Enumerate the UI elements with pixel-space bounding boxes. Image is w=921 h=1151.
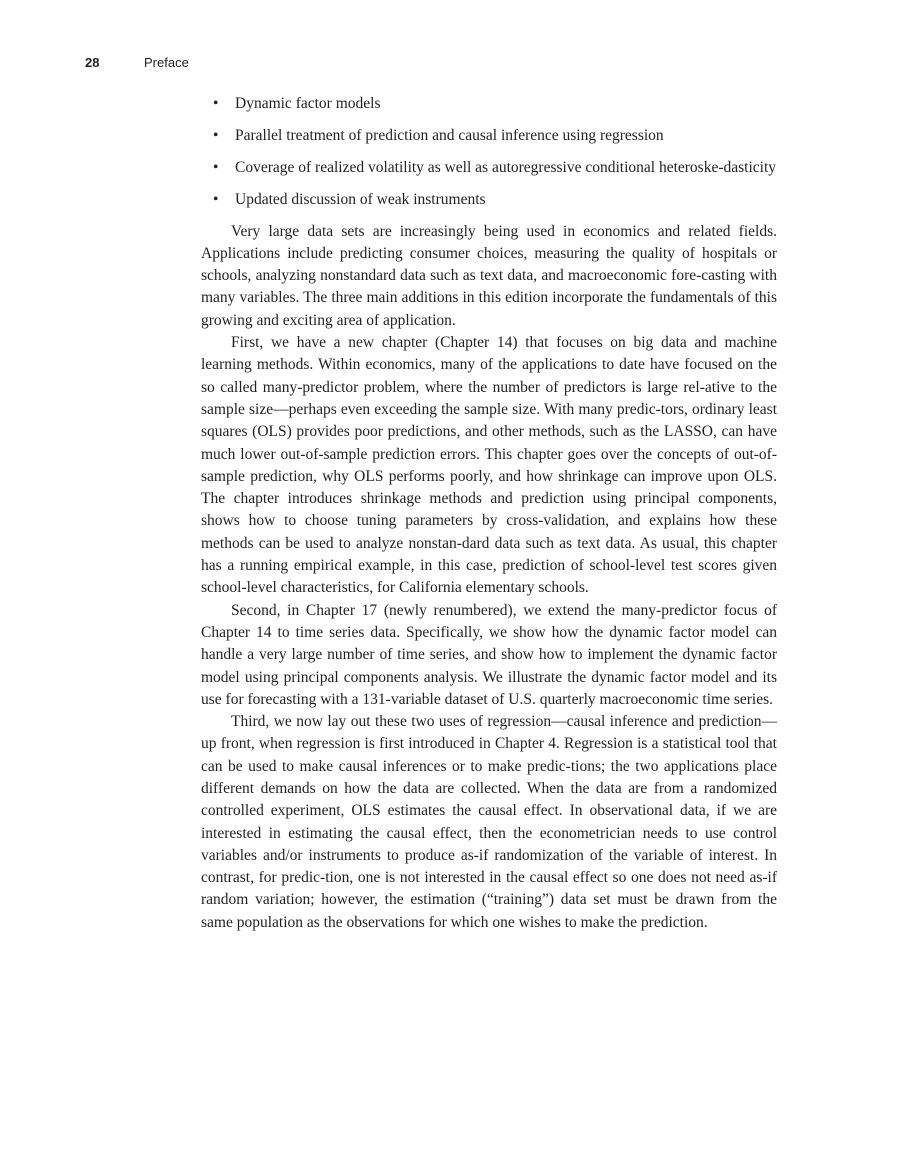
- page-number: 28: [85, 55, 100, 70]
- bullet-text: Parallel treatment of prediction and causal inference using regression: [235, 126, 664, 144]
- bullet-dot-icon: •: [213, 158, 219, 176]
- body-paragraph: Third, we now lay out these two uses of regression—causal inference and prediction—up front, when regression is first introduced in Chapter 4. Regression is a statistical tool that can be used to make causal inferences or to make predic-tions; the two applications place different demands on how the data are collected. When the data are from a randomized controlled experiment, OLS estimates the causal effect. In observational data, if we are interested in estimating the causal effect, then the econometrician needs to use control variables and/or instruments to produce as-if randomization of the variable of interest. In contrast, for predic-tion, one is not interested in the causal effect so one does not need as-if random variation; however, the estimation (“training”) data set must be drawn from the same population as the observations for which one wishes to make the prediction.: [201, 713, 777, 931]
- bullet-text: Coverage of realized volatility as well as autoregressive conditional heteroske-dasticity: [235, 158, 777, 176]
- bullet-item: [201, 125, 777, 147]
- page-body: [201, 93, 777, 934]
- body-paragraph: Very large data sets are increasingly being used in economics and related fields. Applications include predicting consumer choices, measuring the quality of hospitals or schools, analyzing nonstandard data such as text data, and macroeconomic fore-casting with many variables. The three main additions in this edition incorporate the fundamentals of this growing and exciting area of application.: [201, 222, 777, 329]
- bullet-dot-icon: •: [213, 95, 219, 112]
- bullet-text: Updated discussion of weak instruments: [235, 190, 486, 208]
- bullet-item: [201, 189, 777, 211]
- body-paragraph: Second, in Chapter 17 (newly renumbered), we extend the many-predictor focus of Chapter 14 to time series data. Specifically, we show how the dynamic factor model can handle a very large number of time series, and show how to implement the dynamic factor model using principal components analysis. We illustrate the dynamic factor model and its use for forecasting with a 131-variable dataset of U.S. quarterly macroeconomic time series.: [201, 601, 777, 708]
- running-head: [85, 55, 189, 71]
- bullet-dot-icon: •: [213, 126, 219, 144]
- running-title: Preface: [144, 55, 189, 70]
- bullet-dot-icon: •: [213, 190, 219, 208]
- bullet-item: [201, 157, 777, 179]
- bullet-item: [201, 93, 777, 115]
- bullet-text: Dynamic factor models: [235, 95, 381, 112]
- bullet-list: [201, 93, 777, 211]
- body-paragraph: First, we have a new chapter (Chapter 14) that focuses on big data and machine learning methods. Within economics, many of the applications to date have focused on the so called many-predictor problem, where the number of predictors is large rel-ative to the sample size—perhaps even exceeding the sample size. With many predic-tors, ordinary least squares (OLS) provides poor predictions, and other methods, such as the LASSO, can have much lower out-of-sample prediction errors. This chapter goes over the concepts of out-of-sample prediction, why OLS performs poorly, and how shrinkage can improve upon OLS. The chapter introduces shrinkage methods and prediction using principal components, shows how to choose tuning parameters by cross-validation, and explains how these methods can be used to analyze nonstan-dard data such as text data. As usual, this chapter has a running empirical example, in this case, prediction of school-level test scores given school-level characteristics, for California elementary schools.: [201, 334, 777, 597]
